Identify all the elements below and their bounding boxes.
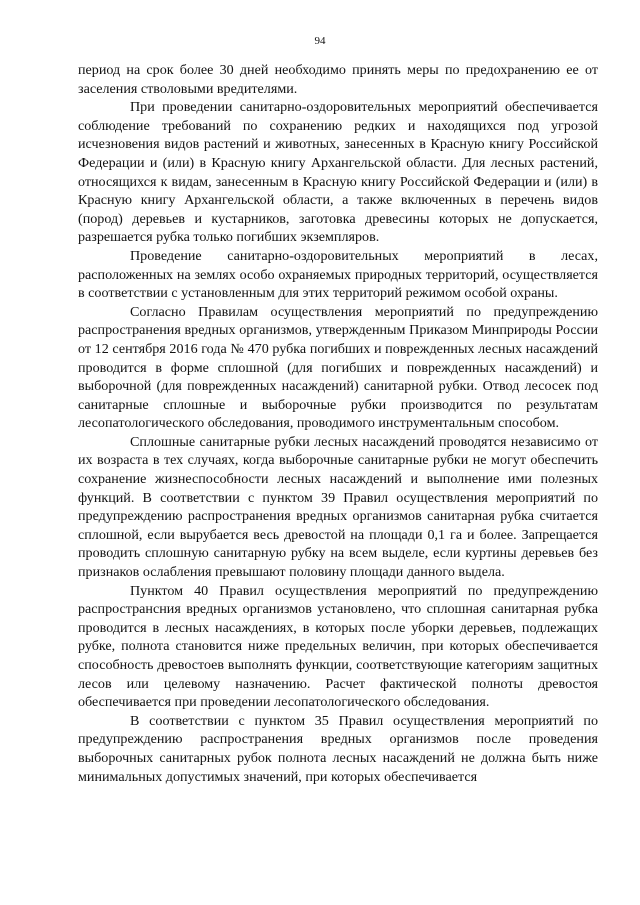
- paragraph-4: Согласно Правилам осуществления мероприятий по предупреждению распространения вредных организмов, утвержденным Приказом Минприроды России от 12 сентября 2016 года № 470 рубка погибших и поврежденных лесных насаждений проводится в форме сплошной (для погибших и поврежденных насаждений) и выборочной (для поврежденных насаждений) санитарной рубки. Отвод лесосек под санитарные сплошные и выборочные рубки производится по результатам лесопатологического обследования, проводимого инструментальным способом.: [78, 303, 598, 432]
- paragraph-7: В соответствии с пунктом 35 Правил осуществления мероприятий по предупреждению распространения вредных организмов после проведения выборочных санитарных рубок полнота лесных насаждений не должна быть ниже минимальных допустимых значений, при которых обеспечивается: [78, 712, 598, 785]
- paragraph-6: Пунктом 40 Правил осуществления мероприятий по предупреждению распространсния вредных организмов установлено, что сплошная санитарная рубка проводится в лесных насаждениях, в которых после уборки деревьев, подлежащих рубке, полнота становится ниже предельных величин, при которых обеспечивается способность древостоев выполнять функции, соответствующие категориям защитных лесов или целевому назначению. Расчет фактической полноты древостоя обеспечивается при проведении лесопатологического обследования.: [78, 582, 598, 711]
- paragraph-3: Проведение санитарно-оздоровительных мероприятий в лесах, расположенных на землях особо охраняемых природных территорий, осуществляется в соответствии с установленным для этих территорий режимом особой охраны.: [78, 247, 598, 302]
- page-number: 94: [314, 35, 326, 47]
- paragraph-2: При проведении санитарно-оздоровительных мероприятий обеспечивается соблюдение требований по сохранению редких и находящихся под угрозой исчезновения видов растений и животных, занесенных в Красную книгу Российской Федерации и (или) в Красную книгу Архангельской области. Для лесных растений, относящихся к видам, занесенным в Красную книгу Российской Федерации и (или) в Красную книгу Архангельской области, а также включенных в перечень видов (пород) деревьев и кустарников, заготовка древесины которых не допускается, разрешается рубка только погибших экземпляров.: [78, 99, 598, 246]
- paragraph-1: период на срок более 30 дней необходимо принять меры по предохранению ее от заселения стволовыми вредителями.: [78, 62, 598, 97]
- paragraph-5: Сплошные санитарные рубки лесных насаждений проводятся независимо от их возраста в тех случаях, когда выборочные санитарные рубки не могут обеспечить сохранение жизнеспособности лесных насаждений и выполнение ими полезных функций. В соответствии с пунктом 39 Правил осуществления мероприятий по предупреждению распространения вредных организмов санитарная рубка считается сплошной, если вырубается весь древостой на площади 0,1 га и более. Запрещается проводить сплошную санитарную рубку на всем выделе, если куртины деревьев без признаков ослабления превышают половину площади данного выдела.: [78, 433, 598, 581]
- document-body: [78, 61, 598, 786]
